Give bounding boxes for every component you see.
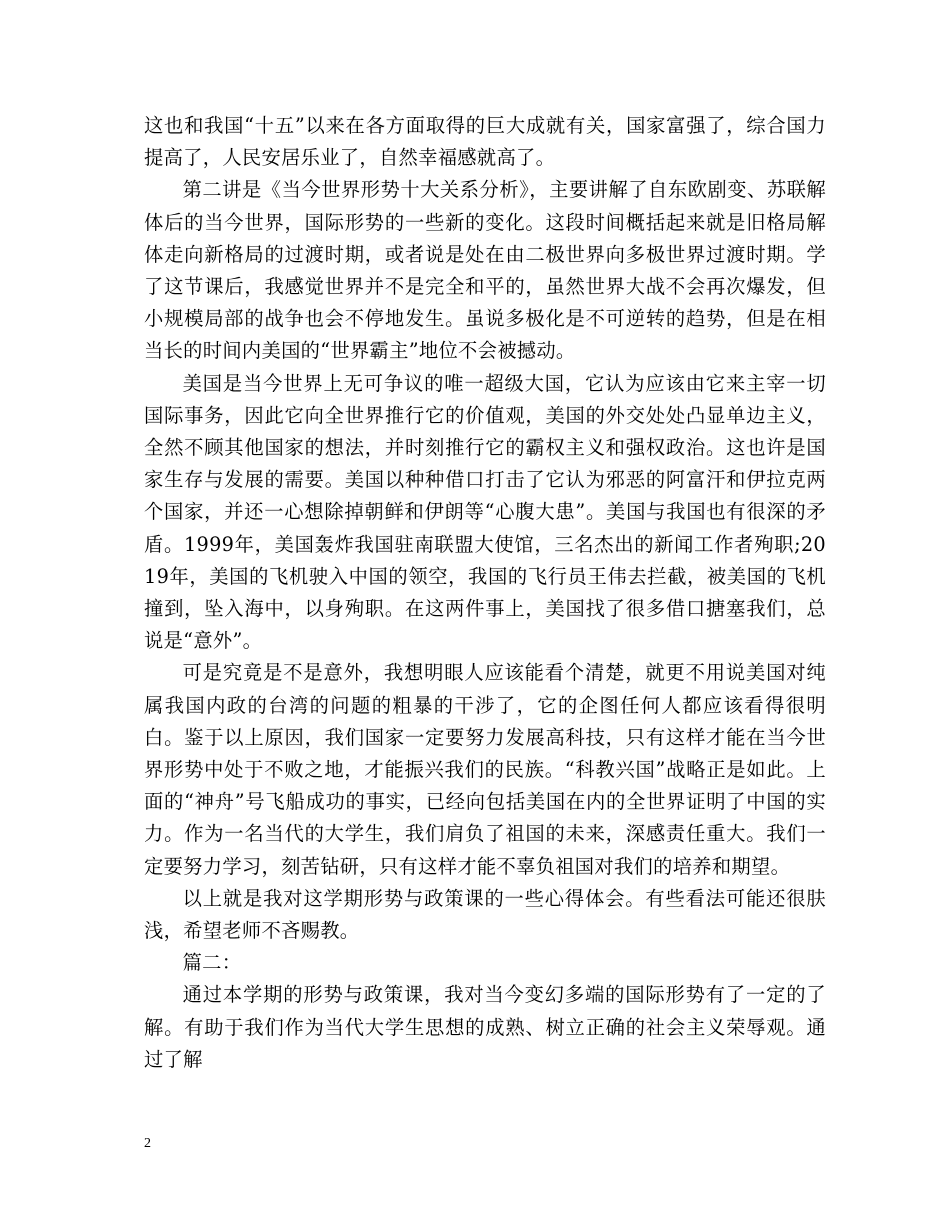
paragraph-2: 第二讲是《当今世界形势十大关系分析》，主要讲解了自东欧剧变、苏联解体后的当今世界，国际形势的一些新的变化。这段时间概括起来就是旧格局解体走向新格局的过渡时期，或者说是处在由二极世界向多极世界过渡时期。学了这节课后，我感觉世界并不是完全和平的，虽然世界大战不会再次爆发，但小规模局部的战争也会不停地发生。虽说多极化是不可逆转的趋势，但是在相当长的时间内美国的“世界霸主”地位不会被撼动。	[144, 178, 826, 363]
paragraph-3: 美国是当今世界上无可争议的唯一超级大国，它认为应该由它来主宰一切国际事务，因此它向全世界推行它的价值观，美国的外交处处凸显单边主义，全然不顾其他国家的想法，并时刻推行它的霸权主义和强权政治。这也许是国家生存与发展的需要。美国以种种借口打击了它认为邪恶的阿富汗和伊拉克两个国家，并还一心想除掉朝鲜和伊朗等“心腹大患”。美国与我国也有很深的矛盾。1999年，美国轰炸我国驻南联盟大使馆，三名杰出的新闻工作者殉职;2019年，美国的飞机驶入中国的领空，我国的飞行员王伟去拦截，被美国的飞机撞到，坠入海中，以身殉职。在这两件事上，美国找了很多借口搪塞我们，总说是“意外”。	[144, 371, 826, 653]
paragraph-7: 通过本学期的形势与政策课，我对当今变幻多端的国际形势有了一定的了解。有助于我们作为当代大学生思想的成熟、树立正确的社会主义荣辱观。通过了解	[144, 983, 826, 1071]
page-number: 2	[144, 1136, 151, 1151]
paragraph-1: 这也和我国“十五”以来在各方面取得的巨大成就有关，国家富强了，综合国力提高了，人民安居乐业了，自然幸福感就高了。	[144, 114, 826, 170]
paragraph-4: 可是究竟是不是意外，我想明眼人应该能看个清楚，就更不用说美国对纯属我国内政的台湾的问题的粗暴的干涉了，它的企图任何人都应该看得很明白。鉴于以上原因，我们国家一定要努力发展高科技，只有这样才能在当今世界形势中处于不败之地，才能振兴我们的民族。“科教兴国”战略正是如此。上面的“神舟”号飞船成功的事实，已经向包括美国在内的全世界证明了中国的实力。作为一名当代的大学生，我们肩负了祖国的未来，深感责任重大。我们一定要努力学习，刻苦钻研，只有这样才能不辜负祖国对我们的培养和期望。	[144, 661, 826, 878]
paragraph-6-heading: 篇二：	[182, 951, 242, 975]
document-body	[144, 110, 826, 1076]
paragraph-5: 以上就是我对这学期形势与政策课的一些心得体会。有些看法可能还很肤浅，希望老师不吝赐教。	[144, 886, 826, 943]
